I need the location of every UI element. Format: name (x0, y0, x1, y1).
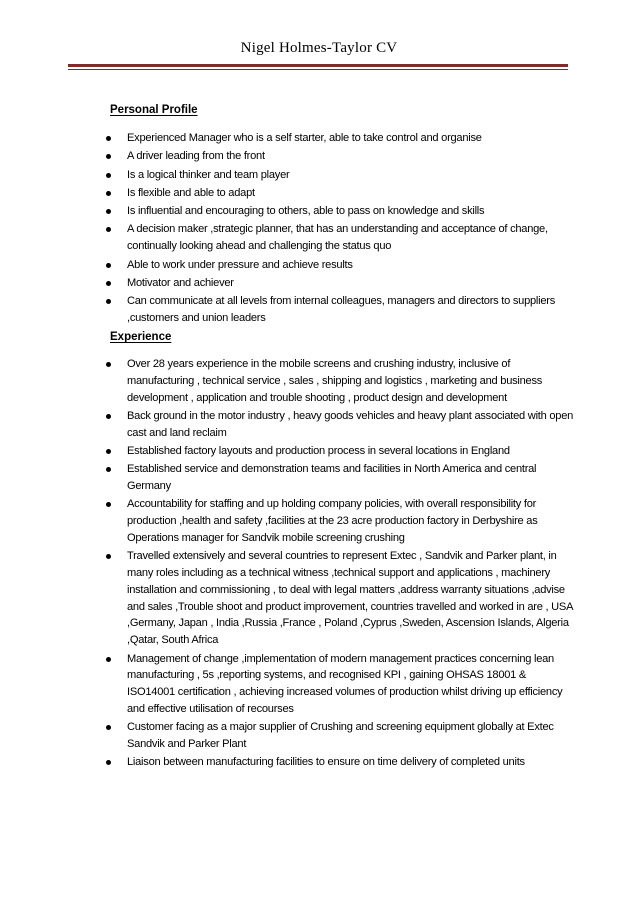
list-item (106, 548, 576, 649)
page-header-title: Nigel Holmes-Taylor CV (240, 40, 398, 56)
list-item-text: Able to work under pressure and achieve results (127, 258, 353, 271)
bullet-icon (106, 725, 111, 730)
bullet-icon (106, 191, 111, 196)
list-item-text: A decision maker ,strategic planner, that has an understanding and acceptance of change, continually looking ahead and challenging the status quo (127, 223, 548, 253)
experience-heading: Experience (110, 331, 172, 343)
bullet-icon (106, 263, 111, 268)
list-item (106, 356, 576, 406)
bullet-icon (106, 136, 111, 141)
bullet-icon (106, 227, 111, 232)
header-rule-thin (68, 69, 568, 70)
personal-profile-list (106, 130, 576, 328)
bullet-icon (106, 657, 111, 662)
bullet-icon (106, 414, 111, 419)
bullet-icon (106, 281, 111, 286)
list-item-text: Experienced Manager who is a self starter, able to take control and organise (127, 132, 482, 144)
list-item-text: Travelled extensively and several countries to represent Extec , Sandvik and Parker plant, in many roles including as a technical witness ,technical support and applications , machinery installation and commissioning , to deal with legal matters ,address warranty situations ,advise and sales ,Trouble shoot and product improvement, countries travelled and worked in are , USA ,Germany, Japan , India ,Russia ,France , Poland ,Cyprus ,Sweden, Ascension Islands, Algeria ,Qatar, South Africa (127, 550, 573, 647)
list-item (106, 461, 576, 495)
bullet-icon (106, 362, 111, 367)
list-item (106, 443, 576, 460)
bullet-icon (106, 299, 111, 304)
bullet-icon (106, 554, 111, 559)
bullet-icon (106, 760, 111, 765)
list-item-text: Over 28 years experience in the mobile screens and crushing industry, inclusive of manufacturing , technical service , sales , shipping and logistics , marketing and business development , application and trouble shooting , product design and development (127, 358, 543, 404)
list-item (106, 257, 576, 274)
bullet-icon (106, 173, 111, 178)
list-item-text: Management of change ,implementation of modern management practices concerning lean manufacturing , 5s ,reporting systems, and recognised KPI , gaining OHSAS 18001 & ISO14001 certification , achieving increased volumes of production whilst driving up efficiency and effective utilisation of recourses (127, 652, 563, 715)
list-item (106, 167, 576, 184)
bullet-icon (106, 154, 111, 159)
list-item-text: Accountability for staffing and up holding company policies, with overall responsibility for production ,health and safety ,facilities at the 23 acre production factory in Derbyshire as Operations manager for Sandvik mobile screening crushing (127, 498, 538, 544)
list-item-text: Motivator and achiever (127, 276, 234, 289)
personal-profile-heading: Personal Profile (110, 104, 198, 116)
list-item (106, 148, 576, 165)
experience-list (106, 356, 576, 773)
bullet-icon (106, 467, 111, 472)
list-item-text: Is influential and encouraging to others, able to pass on knowledge and skills (127, 205, 485, 218)
list-item-text: Established service and demonstration teams and facilities in North America and central Germany (127, 463, 537, 493)
header-rule-thick (68, 64, 568, 67)
bullet-icon (106, 502, 111, 507)
list-item-text: Can communicate at all levels from internal colleagues, managers and directors to suppliers ,customers and union leaders (127, 295, 555, 324)
list-item-text: Is flexible and able to adapt (127, 186, 255, 199)
list-item (106, 754, 576, 771)
list-item (106, 408, 576, 442)
bullet-icon (106, 209, 111, 214)
list-item-text: Is a logical thinker and team player (127, 168, 290, 181)
list-item (106, 719, 576, 753)
list-item (106, 293, 576, 327)
list-item-text: Liaison between manufacturing facilities to ensure on time delivery of completed units (127, 756, 525, 769)
list-item (106, 651, 576, 718)
list-item (106, 130, 576, 147)
list-item (106, 275, 576, 292)
bullet-icon (106, 449, 111, 454)
list-item (106, 496, 576, 546)
list-item-text: Established factory layouts and production process in several locations in England (127, 444, 510, 457)
list-item (106, 221, 576, 255)
list-item-text: A driver leading from the front (127, 150, 265, 163)
list-item-text: Back ground in the motor industry , heavy goods vehicles and heavy plant associated with open cast and land reclaim (127, 409, 574, 439)
list-item-text: Customer facing as a major supplier of Crushing and screening equipment globally at Extec Sandvik and Parker Plant (127, 721, 554, 751)
list-item (106, 203, 576, 220)
list-item (106, 185, 576, 202)
